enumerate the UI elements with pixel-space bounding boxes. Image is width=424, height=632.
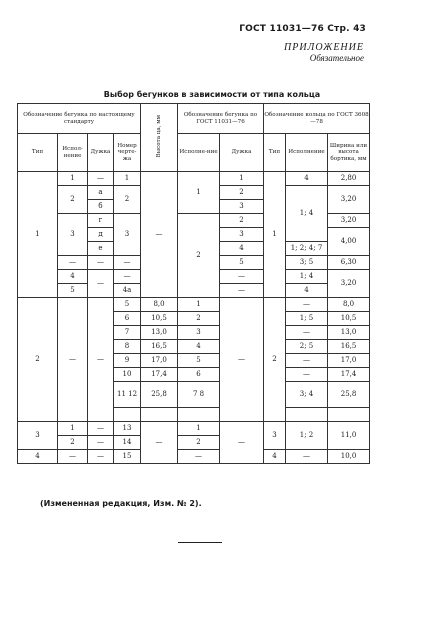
cell: 8 (114, 340, 141, 354)
cell: а (88, 186, 114, 200)
cell: 13 (114, 422, 141, 436)
cell: — (88, 172, 114, 186)
cell: — (220, 422, 264, 464)
cell: 2 (178, 214, 220, 298)
cell: 1 (58, 422, 88, 436)
runner-selection-table (17, 103, 370, 464)
cell: 3,20 (328, 186, 370, 214)
cell: — (141, 172, 178, 298)
cell: 2 (58, 186, 88, 214)
cell: 10 (114, 368, 141, 382)
cell-type-1: 1 (18, 172, 58, 298)
cell-spacer (114, 408, 141, 422)
cell: 17,0 (141, 354, 178, 368)
cell: — (88, 298, 114, 422)
header-drawing: Номер черте-жа (114, 134, 141, 172)
cell-type-2: 2 (18, 298, 58, 422)
cell: 17,4 (328, 368, 370, 382)
cell-type-4: 4 (18, 450, 58, 464)
cell: 14 (114, 436, 141, 450)
cell: 4 (220, 242, 264, 256)
cell: 2 (178, 312, 220, 326)
cell: 5 (178, 354, 220, 368)
cell: 3 (114, 214, 141, 256)
cell-spacer (178, 408, 220, 422)
cell: 1; 4 (286, 270, 328, 284)
cell: — (286, 450, 328, 464)
cell: — (141, 422, 178, 464)
cell: 3; 5 (286, 256, 328, 270)
header-height: Высота ца, мм (141, 104, 178, 172)
cell: — (286, 326, 328, 340)
cell: — (286, 354, 328, 368)
cell: 11,0 (328, 422, 370, 450)
cell: — (88, 436, 114, 450)
header-version-2: Исполне-ние (178, 134, 220, 172)
cell: 3,20 (328, 270, 370, 298)
cell: 1 (220, 172, 264, 186)
header-standard: Обозначение бегунка по настоящему стандарту (18, 104, 141, 134)
cell: 2 (264, 298, 286, 422)
cell: 1 (58, 172, 88, 186)
cell: — (178, 450, 220, 464)
cell: — (58, 450, 88, 464)
cell: 17,4 (141, 368, 178, 382)
cell: — (114, 256, 141, 270)
cell: 1; 4 (286, 186, 328, 242)
cell: 4 (286, 172, 328, 186)
header-bow: Дужка (88, 134, 114, 172)
cell: — (88, 256, 114, 270)
cell: — (220, 270, 264, 284)
cell: 1; 2; 4; 7 (286, 242, 328, 256)
header-version: Испол-нение (58, 134, 88, 172)
cell: 7 (114, 326, 141, 340)
cell: 5 (220, 256, 264, 270)
cell: 16,5 (328, 340, 370, 354)
cell: 16,5 (141, 340, 178, 354)
cell: 13,0 (141, 326, 178, 340)
header-ring-type: Тип (264, 134, 286, 172)
page-header: ГОСТ 11031—76 Стр. 43 (239, 24, 366, 34)
cell: г (88, 214, 114, 228)
cell: 3,20 (328, 214, 370, 228)
cell: 2; 5 (286, 340, 328, 354)
cell: 10,0 (328, 450, 370, 464)
cell: 3 (220, 228, 264, 242)
cell: 1 (178, 172, 220, 214)
cell: 6 (114, 312, 141, 326)
cell: 1 (178, 298, 220, 312)
cell: 10,5 (141, 312, 178, 326)
appendix-subtitle: Обязательное (309, 53, 364, 63)
cell: 2 (58, 436, 88, 450)
cell: 1 (178, 422, 220, 436)
cell: 1 (114, 172, 141, 186)
amendment-note: (Измененная редакция, Изм. № 2). (40, 499, 202, 508)
separator-line (178, 542, 222, 543)
cell: — (220, 298, 264, 422)
cell: 10,5 (328, 312, 370, 326)
table-title: Выбор бегунков в зависимости от типа кольца (103, 90, 321, 99)
cell: — (58, 256, 88, 270)
cell: е (88, 242, 114, 256)
cell: 2 (178, 436, 220, 450)
cell: д (88, 228, 114, 242)
header-type: Тип (18, 134, 58, 172)
cell: — (58, 298, 88, 422)
cell: 2,80 (328, 172, 370, 186)
cell-type-3: 3 (18, 422, 58, 450)
cell: — (88, 270, 114, 298)
cell: 1; 2 (286, 422, 328, 450)
cell: 2 (220, 186, 264, 200)
cell: — (88, 450, 114, 464)
cell: 25,8 (328, 382, 370, 408)
cell: 2 (114, 186, 141, 214)
cell: 1 (264, 172, 286, 298)
cell: 4 (264, 450, 286, 464)
cell-spacer (286, 408, 328, 422)
cell: — (114, 270, 141, 284)
header-bow-2: Дужка (220, 134, 264, 172)
cell: — (88, 422, 114, 436)
header-width: Ширина или высота бортика, мм (328, 134, 370, 172)
cell: 3 (264, 422, 286, 450)
appendix-label (284, 42, 364, 63)
cell: 13,0 (328, 326, 370, 340)
cell: 3; 4 (286, 382, 328, 408)
cell: — (220, 284, 264, 298)
header-ring-version: Исполнение (286, 134, 328, 172)
cell: 3 (220, 200, 264, 214)
cell: 7 8 (178, 382, 220, 408)
cell: 11 12 (114, 382, 141, 408)
header-gost11031: Обозначение бегунка по ГОСТ 11031—76 (178, 104, 264, 134)
cell-spacer (328, 408, 370, 422)
cell: 4а (114, 284, 141, 298)
cell: 3 (58, 214, 88, 256)
header-gost3608: Обозначение кольца по ГОСТ 3608—78 (264, 104, 370, 134)
cell: 9 (114, 354, 141, 368)
cell: 6,30 (328, 256, 370, 270)
cell: 6 (178, 368, 220, 382)
cell: 25,8 (141, 382, 178, 408)
cell: 4,00 (328, 228, 370, 256)
cell: 15 (114, 450, 141, 464)
cell-spacer (141, 408, 178, 422)
cell: 8,0 (328, 298, 370, 312)
cell: — (286, 298, 328, 312)
cell: 2 (220, 214, 264, 228)
cell: 3 (178, 326, 220, 340)
cell: 1; 5 (286, 312, 328, 326)
cell: 8,0 (141, 298, 178, 312)
appendix-title: ПРИЛОЖЕНИЕ (284, 42, 364, 53)
cell: — (286, 368, 328, 382)
cell: 5 (58, 284, 88, 298)
cell: б (88, 200, 114, 214)
cell: 4 (178, 340, 220, 354)
cell: 4 (58, 270, 88, 284)
cell: 5 (114, 298, 141, 312)
cell: 4 (286, 284, 328, 298)
cell: 17,0 (328, 354, 370, 368)
